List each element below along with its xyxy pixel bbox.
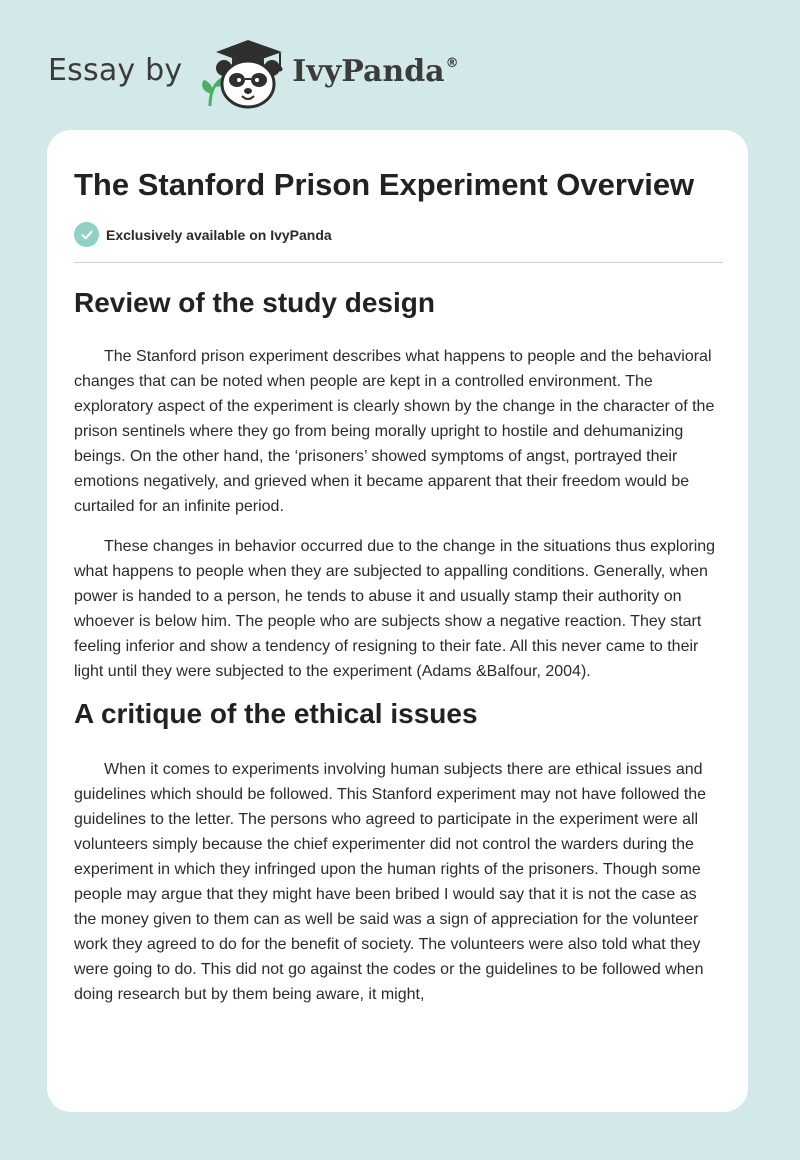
badge-label: Exclusively available on IvyPanda xyxy=(106,226,332,243)
paragraph: When it comes to experiments involving human subjects there are ethical issues and guidelines which should be followed. This Stanford experiment may not have followed the guidelines to the letter. The persons who agreed to participate in the experiment were all volunteers simply because the chief experimenter did not control the warders during the experiment in which they infringed upon the human rights of the prisoners. Though some people may argue that they might have been bribed I would say that it is not the case as the money given to them can as well be said was a sign of appreciation for the volunteer work they agreed to do for the benefit of society. The volunteers were also told what they were going to do. This did not go against the codes or the guidelines to be followed when doing research but by them being aware, it might, xyxy=(74,761,707,1003)
brand-name[interactable]: IvyPanda® xyxy=(292,53,459,89)
essay-card xyxy=(47,130,748,1112)
page-title: The Stanford Prison Experiment Overview xyxy=(74,167,695,202)
site-header xyxy=(48,36,459,110)
panda-logo-icon[interactable] xyxy=(196,36,290,110)
divider xyxy=(74,262,723,263)
essay-by-label: Essay by xyxy=(48,52,183,88)
check-icon xyxy=(74,222,99,247)
registered-mark: ® xyxy=(445,55,459,71)
essay-content xyxy=(74,164,723,1007)
section-heading-study-design: Review of the study design xyxy=(74,287,435,318)
paragraph: These changes in behavior occurred due to the change in the situations thus exploring what happens to people when they are subjected to appalling conditions. Generally, when power is handed to a person, he tends to abuse it and usually stamp their authority on whoever is below him. The people who are subjects show a negative reaction. They start feeling inferior and show a tendency of resigning to their fate. All this never came to their light until they were subjected to the experiment (Adams &Balfour, 2004). xyxy=(74,538,716,680)
exclusive-badge xyxy=(74,222,723,247)
paragraph: The Stanford prison experiment describes what happens to people and the behavioral changes that can be noted when people are kept in a controlled environment. The exploratory aspect of the experiment is clearly shown by the change in the character of the prison sentinels where they go from being morally upright to hostile and dehumanizing beings. On the other hand, the ‘prisoners’ showed symptoms of angst, portrayed their emotions negatively, and grieved when it became apparent that their freedom would be curtailed for an infinite period. xyxy=(74,348,715,515)
section-heading-ethical-issues: A critique of the ethical issues xyxy=(74,698,478,729)
